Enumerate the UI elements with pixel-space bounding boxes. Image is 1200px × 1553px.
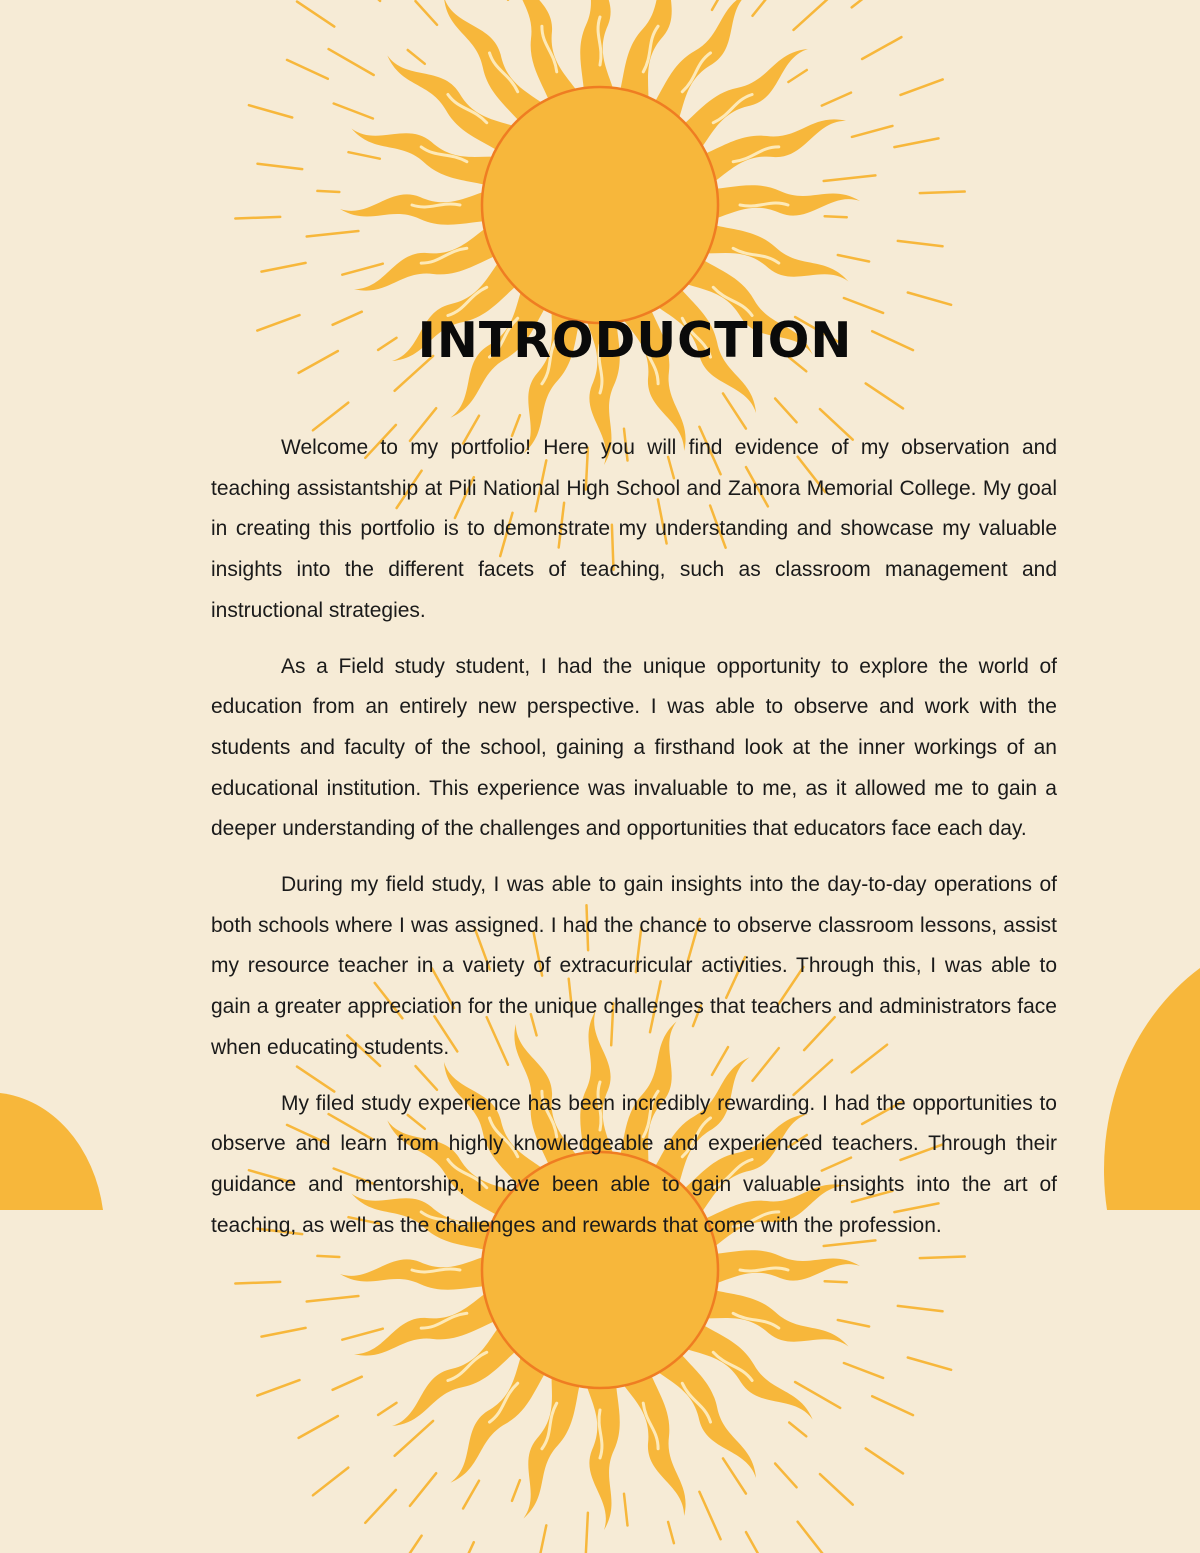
half-circle-left-shape [0,1085,110,1215]
sun-top-icon [230,0,950,320]
paragraph-experience: My filed study experience has been incredibly rewarding. I had the opportunities to observe and learn from highly knowledgeable and experienced teachers. Through their guidance and mentorship, I have been able to gain valuable insights into the art of teaching, as well as the challenges and rewards that come with the profession. [211,1091,1057,1237]
paragraph-insights: During my field study, I was able to gain insights into the day-to-day operations of both schools where I was assigned. I had the chance to observe classroom lessons, assist my resource teacher in a variety of extracurricular activities. Through this, I was able to gain a greater appreciation for the unique challenges that teachers and administrators face when educating students. [211,873,1057,1059]
paragraph-field-study: As a Field study student, I had the unique opportunity to explore the world of education from an entirely new perspective. I was able to observe and work with the students and faculty of the school, gaining a firsthand look at the inner workings of an educational institution. This experience was invaluable to me, as it allowed me to gain a deeper understanding of the challenges and opportunities that educators face each day. [211,654,1057,841]
half-circle-right-shape [1100,960,1200,1215]
page-title: INTRODUCTION [417,312,853,369]
paragraph-welcome: Welcome to my portfolio! Here you will find evidence of my observation and teaching assistantship at Pili National High School and Zamora Memorial College. My goal in creating this portfolio is to demonstrate my understanding and showcase my valuable insights into the different facets of teaching, such as classroom management and instructional strategies. [211,436,1057,622]
intro-body [211,428,1057,1261]
